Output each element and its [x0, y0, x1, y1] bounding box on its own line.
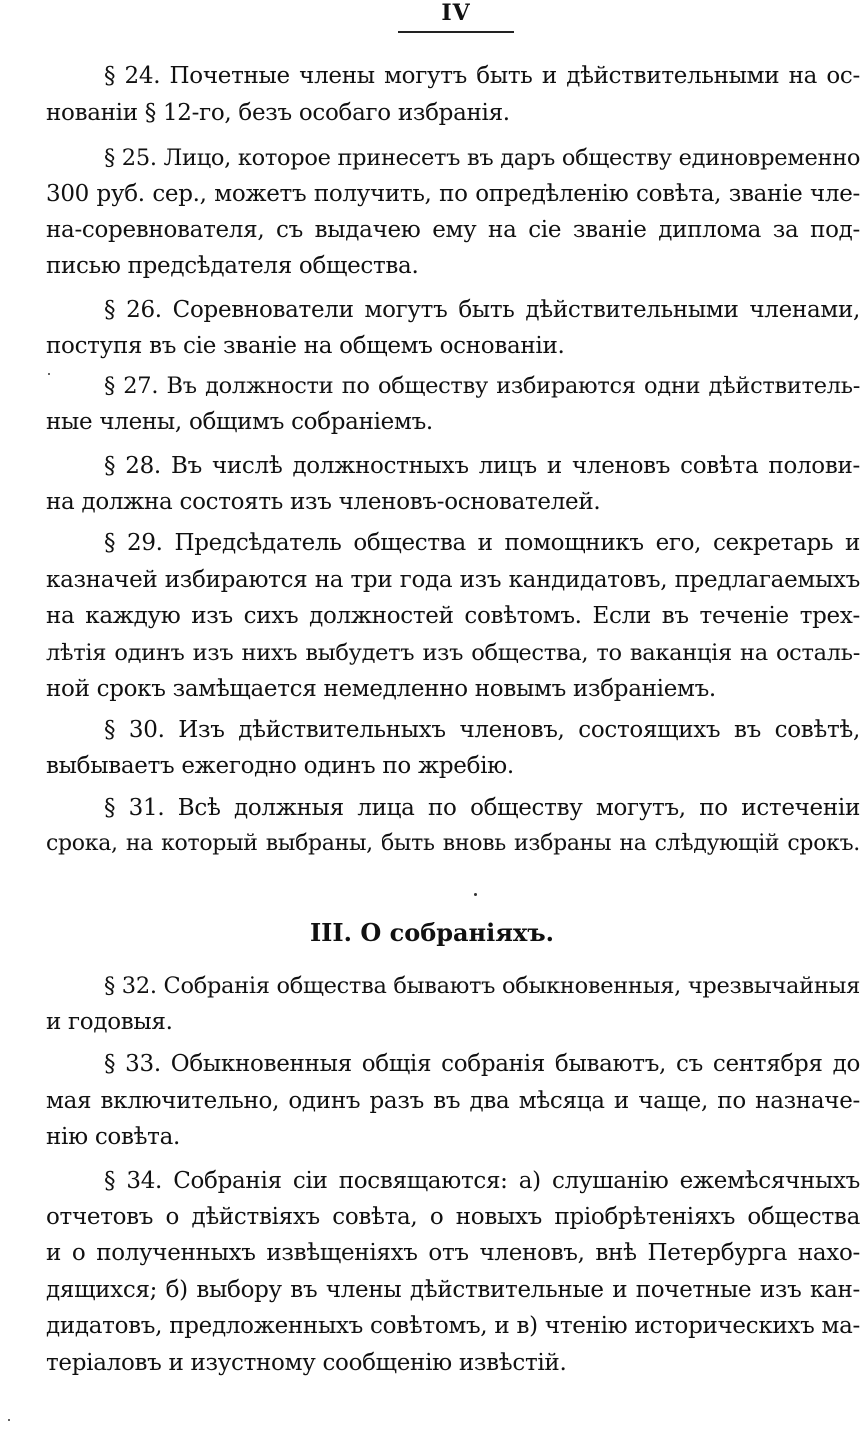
- text-line: на каждую изъ сихъ должностей совѣтомъ. Если въ теченіе трех-: [46, 603, 860, 629]
- header-rule: [398, 31, 514, 33]
- text-line: отчетовъ о дѣйствіяхъ совѣта, о новыхъ пріобрѣтеніяхъ общества: [46, 1204, 860, 1230]
- text-line: писью предсѣдателя общества.: [46, 253, 419, 279]
- text-line: § 31. Всѣ должныя лица по обществу могутъ, по истеченіи: [104, 795, 860, 821]
- text-line: на должна состоять изъ членовъ-основателей.: [46, 489, 601, 515]
- ink-speck: [8, 1419, 10, 1421]
- text-line: § 26. Соревнователи могутъ быть дѣйствительными членами,: [104, 297, 860, 323]
- text-line: и о полученныхъ извѣщеніяхъ отъ членовъ, внѣ Петербурга нахо-: [46, 1240, 860, 1266]
- text-line: § 24. Почетные члены могутъ быть и дѣйствительными на ос-: [104, 63, 860, 89]
- text-line: § 33. Обыкновенныя общія собранія бываютъ, съ сентября до: [104, 1051, 860, 1077]
- text-line: казначей избираются на три года изъ кандидатовъ, предлагаемыхъ: [46, 567, 860, 593]
- text-line: поступя въ сіе званіе на общемъ основаніи.: [46, 333, 565, 359]
- text-line: дящихся; б) выбору въ члены дѣйствительные и почетные изъ кан-: [46, 1277, 860, 1303]
- text-line: дидатовъ, предложенныхъ совѣтомъ, и в) чтенію историческихъ ма-: [46, 1313, 860, 1339]
- text-line: на-соревнователя, съ выдачею ему на сіе званіе диплома за под-: [46, 217, 860, 243]
- section-heading: III. О собраніяхъ.: [309, 918, 555, 947]
- ink-speck: [48, 373, 50, 375]
- text-line: ные члены, общимъ собраніемъ.: [46, 409, 433, 435]
- text-line: § 28. Въ числѣ должностныхъ лицъ и членовъ совѣта полови-: [104, 453, 860, 479]
- text-line: и годовыя.: [46, 1009, 173, 1035]
- text-line: мая включительно, одинъ разъ въ два мѣсяца и чаще, по назначе-: [46, 1088, 860, 1114]
- text-line: § 30. Изъ дѣйствительныхъ членовъ, состоящихъ въ совѣтѣ,: [104, 717, 860, 743]
- text-line: нію совѣта.: [46, 1124, 181, 1150]
- text-line: нованіи § 12-го, безъ особаго избранія.: [46, 100, 510, 126]
- text-line: § 29. Предсѣдатель общества и помощникъ его, секретарь и: [104, 530, 860, 556]
- text-line: § 32. Собранія общества бываютъ обыкновенныя, чрезвычайныя: [104, 973, 860, 999]
- text-line: ной срокъ замѣщается немедленно новымъ избраніемъ.: [46, 676, 716, 702]
- text-line: § 34. Собранія сіи посвящаются: а) слушанію ежемѣсячныхъ: [104, 1168, 860, 1194]
- text-line: 300 руб. сер., можетъ получить, по опредѣленію совѣта, званіе чле-: [46, 181, 860, 207]
- text-line: § 25. Лицо, которое принесетъ въ даръ обществу единовременно: [104, 145, 860, 171]
- text-line: срока, на который выбраны, быть вновь избраны на слѣдующій срокъ.: [46, 831, 860, 856]
- page-number: IV: [441, 0, 471, 26]
- text-line: теріаловъ и изустному сообщенію извѣстій.: [46, 1350, 567, 1376]
- text-line: выбываетъ ежегодно одинъ по жребію.: [46, 753, 514, 779]
- text-line: § 27. Въ должности по обществу избираются одни дѣйствитель-: [104, 373, 860, 399]
- text-line: лѣтія одинъ изъ нихъ выбудетъ изъ общества, то ваканція на осталь-: [46, 640, 860, 666]
- ink-speck: [474, 893, 477, 896]
